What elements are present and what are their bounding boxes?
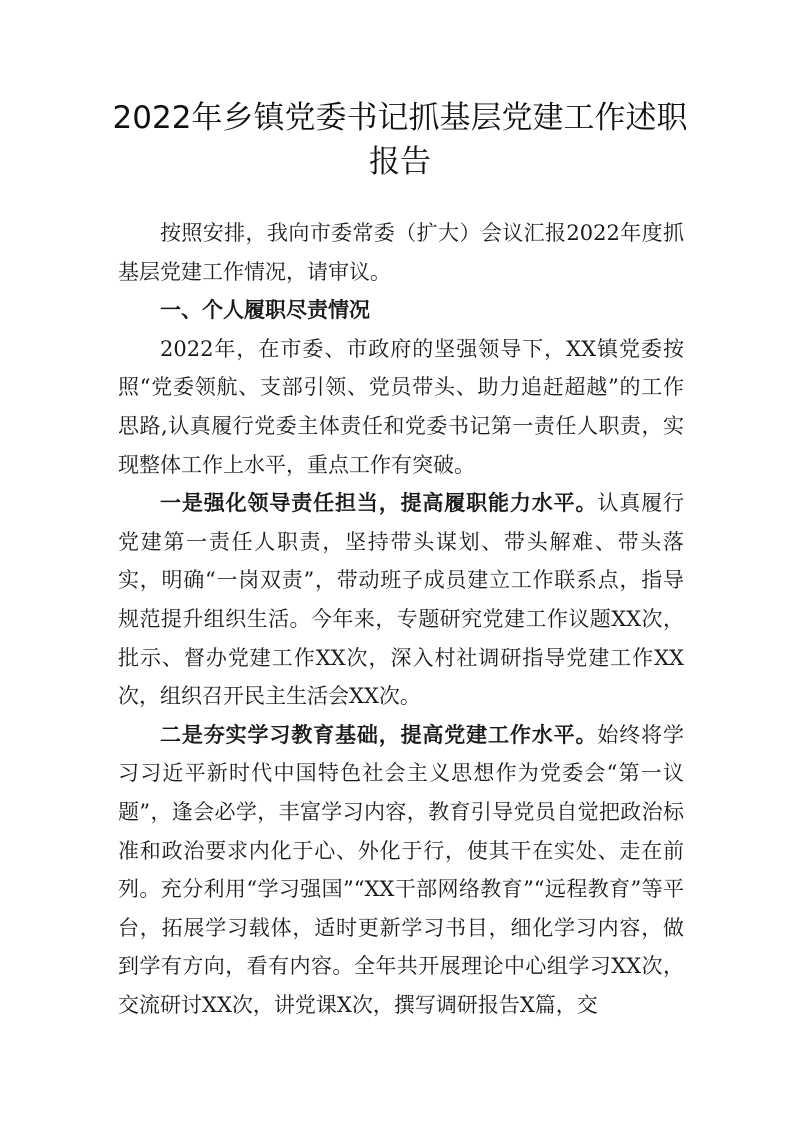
document-body [118, 214, 684, 1024]
paragraph-3 [118, 716, 684, 1025]
section-heading-1: 一、个人履职尽责情况 [160, 298, 370, 323]
paragraph-3-body: 始终将学习习近平新时代中国特色社会主义思想作为党委会“第一议题”，逢会必学，丰富学习内容，教育引导党员自觉把政治标准和政治要求内化于心、外化于行，使其干在实处、走在前列。充分利用“学习强国”“XX干部网络教育”“远程教育”等平台，拓展学习载体，适时更新学习书目，细化学习内容，做到学有方向，看有内容。全年共开展理论中心组学习XX次，交流研讨XX次，讲党课X次，撰写调研报告X篇，交 [118, 722, 684, 1017]
paragraph-1: 2022年，在市委、市政府的坚强领导下，XX镇党委按照“党委领航、支部引领、党员带头、助力追赶超越”的工作思路,认真履行党委主体责任和党委书记第一责任人职责，实现整体工作上水平，重点工作有突破。 [118, 336, 684, 477]
paragraph-2-body: 认真履行党建第一责任人职责，坚持带头谋划、带头解难、带头落实，明确“一岗双责”，带动班子成员建立工作联系点，指导规范提升组织生活。今年来，专题研究党建工作议题XX次，批示、督办党建工作XX次，深入村社调研指导党建工作XX次，组织召开民主生活会XX次。 [118, 491, 684, 709]
paragraph-2-lead: 一是强化领导责任担当，提高履职能力水平。 [160, 491, 598, 516]
intro-paragraph: 按照安排，我向市委常委（扩大）会议汇报2022年度抓基层党建工作情况，请审议。 [118, 221, 684, 284]
paragraph-2 [118, 484, 684, 716]
paragraph-3-lead: 二是夯实学习教育基础，提高党建工作水平。 [160, 722, 598, 747]
document-title [110, 96, 690, 184]
title-line-2: 报告 [369, 144, 431, 180]
title-line-1: 2022年乡镇党委书记抓基层党建工作述职 [112, 100, 688, 136]
